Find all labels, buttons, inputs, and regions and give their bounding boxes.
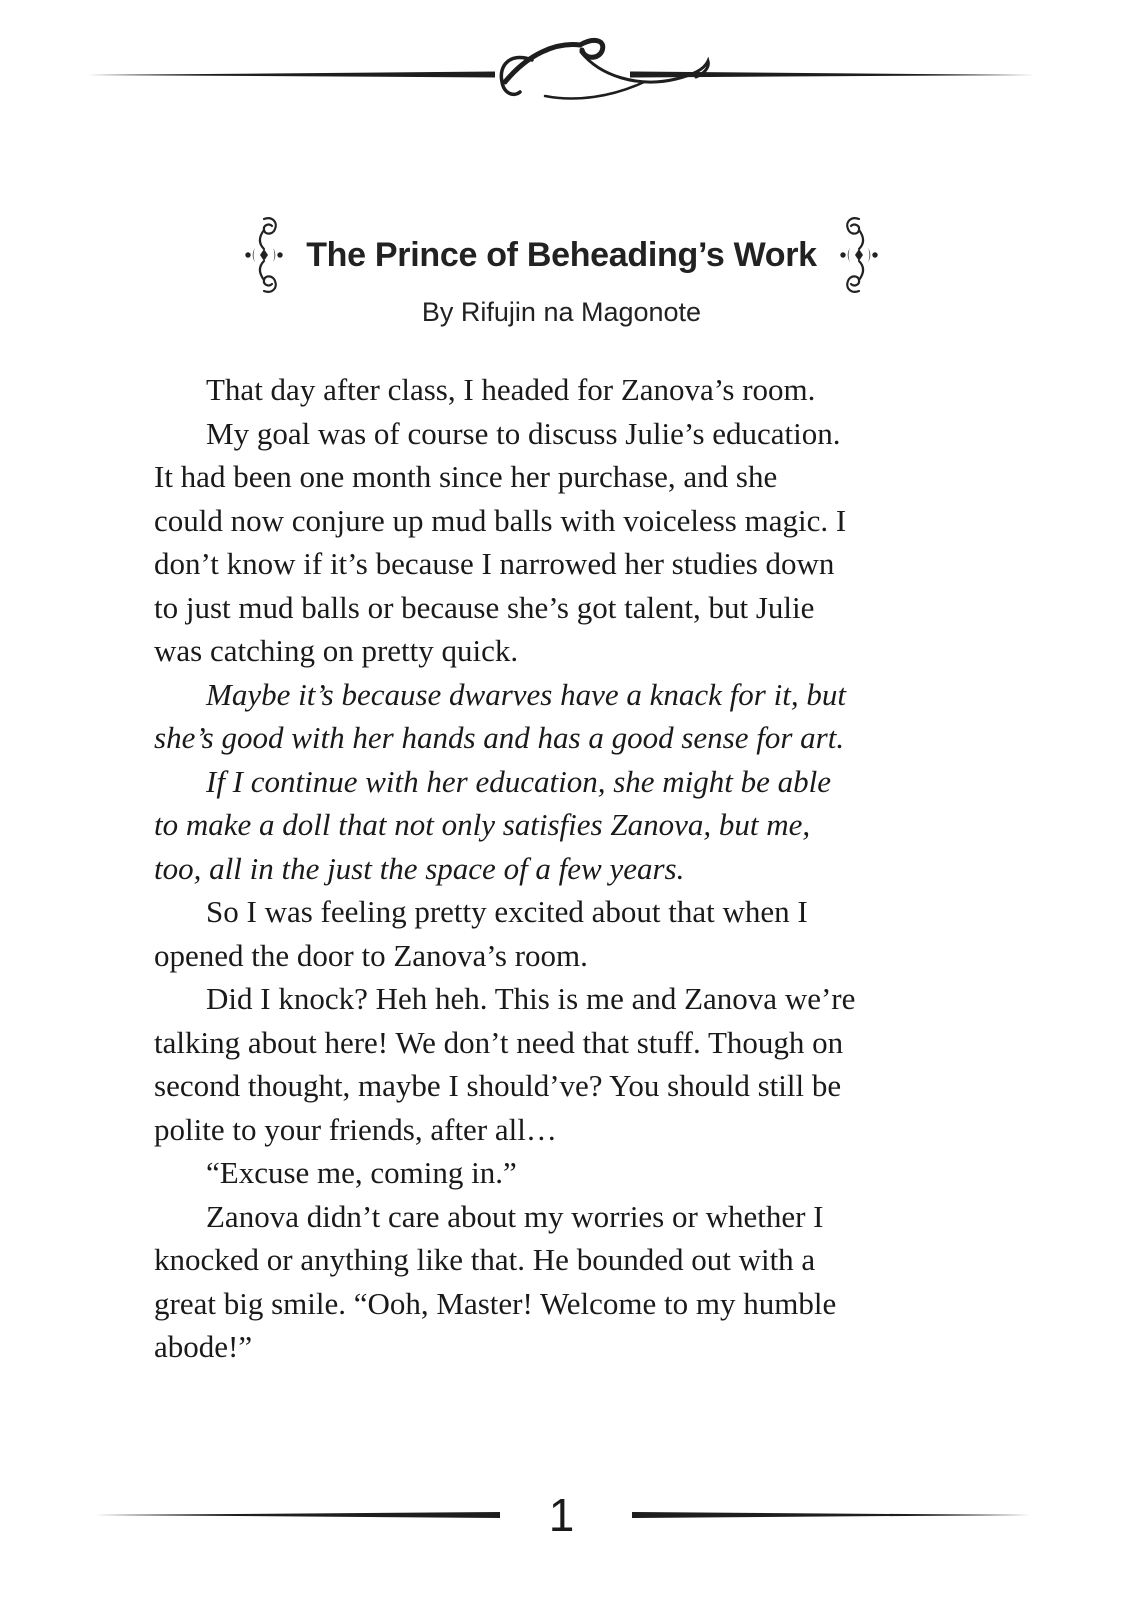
paragraph-5: So I was feeling pretty excited about that when I opened the door to Zanova’s room. — [154, 894, 808, 973]
paragraph-7: “Excuse me, coming in.” — [206, 1155, 517, 1190]
paragraph-8: Zanova didn’t care about my worries or whether I knocked or anything like that. He bounded out with a great big smile. “Ooh, Master! Welcome to my humble abode!” — [154, 1198, 837, 1364]
paragraph-3: Maybe it’s because dwarves have a knack for it, but she’s good with her hands and has a good sense for art. — [154, 676, 846, 755]
paragraph-2: My goal was of course to discuss Julie’s education. It had been one month since her purchase, and she could now conjure up mud balls with voiceless magic. I don’t know if it’s because I narrowed her studies down to just mud balls or because she’s got talent, but Julie was catching on pretty quick. — [154, 415, 847, 668]
top-divider — [0, 0, 1123, 130]
swirl-flourish-icon — [501, 40, 708, 98]
story-text — [154, 368, 1014, 1369]
paragraph-4: If I continue with her education, she might be able to make a doll that not only satisfies Zanova, but me, too, all in the just the space of a few years. — [154, 763, 832, 886]
chapter-title: The Prince of Beheading’s Work — [306, 236, 817, 274]
top-divider-graphic — [0, 0, 1123, 130]
paragraph-6: Did I knock? Heh heh. This is me and Zanova we’re talking about here! We don’t need that stuff. Though on second thought, maybe I should’ve? You should still be polite to your friends, after all… — [154, 981, 856, 1147]
top-rule-left — [88, 72, 495, 78]
page-number: 1 — [548, 1489, 575, 1541]
floral-ornament-left-icon — [242, 214, 286, 296]
chapter-header — [10, 214, 1113, 328]
title-row — [242, 214, 881, 296]
paragraph-1: That day after class, I headed for Zanova’s room. — [206, 372, 816, 407]
floral-ornament-right-icon — [837, 214, 881, 296]
page-footer — [0, 1480, 1123, 1550]
byline: By Rifujin na Magonote — [421, 297, 702, 327]
